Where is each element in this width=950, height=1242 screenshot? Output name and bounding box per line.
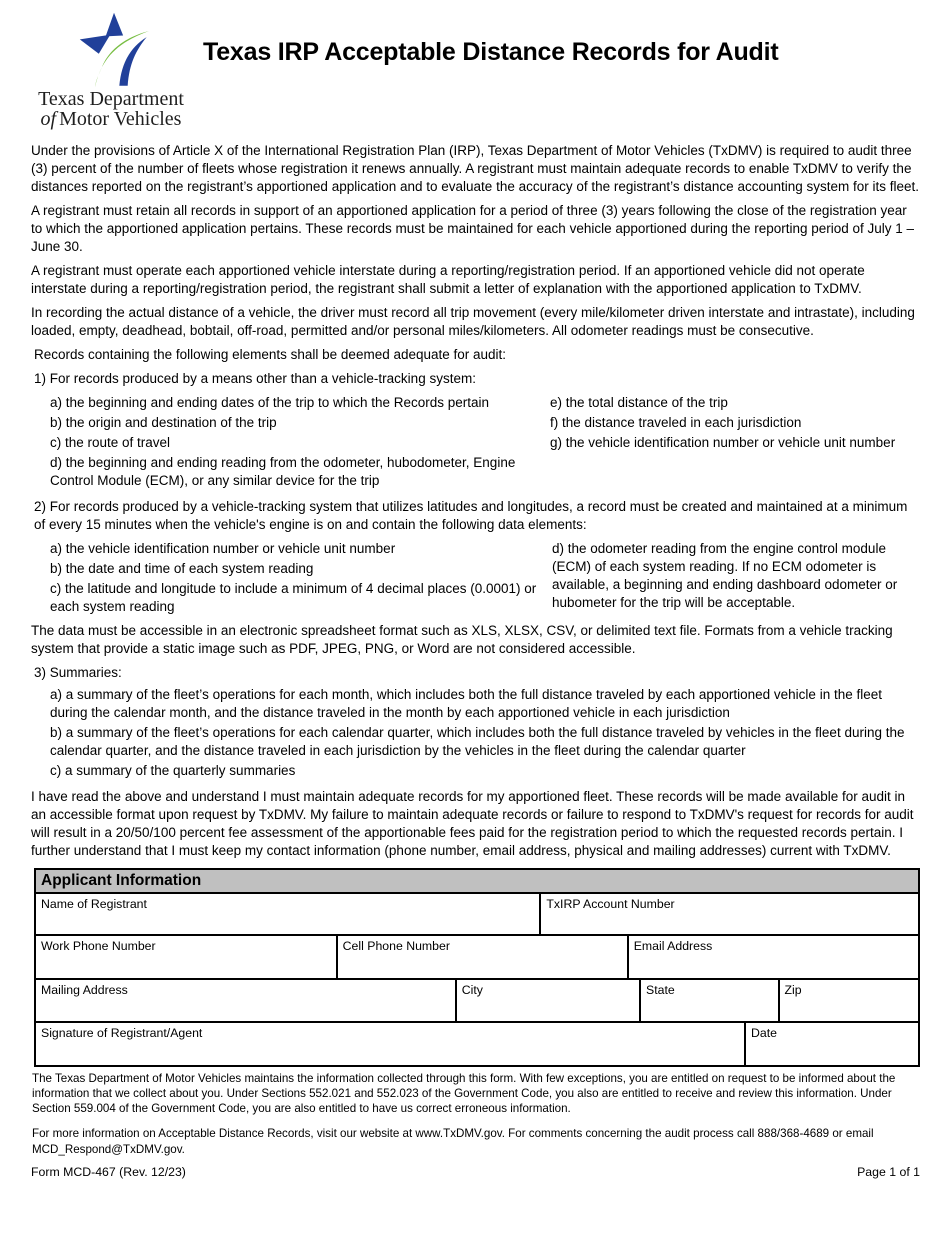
list-item: c) a summary of the quarterly summaries (50, 763, 296, 778)
field-label: Signature of Registrant/Agent (41, 1026, 203, 1040)
list-item: b) the origin and destination of the trip (50, 415, 277, 430)
section-2-left-column (31, 538, 552, 616)
list-item: a) the beginning and ending dates of the trip to which the Records pertain (50, 395, 490, 410)
applicant-information-table (34, 868, 920, 1067)
section-1-left-column (31, 392, 550, 490)
signature-of-registrant-agent-field[interactable] (36, 1023, 746, 1065)
logo-line-1: Texas Department (38, 88, 184, 110)
section-2-items (31, 538, 920, 616)
list-item: b) the date and time of each system reading (50, 561, 314, 576)
section-2-heading: 2) For records produced by a vehicle-tracking system that utilizes latitudes and longitudes, a record must be created and maintained at a minimum of every 15 minutes when the vehicle's engine is on and contain the following data elements: (34, 499, 908, 532)
intro-paragraph-1: Under the provisions of Article X of the International Registration Plan (IRP), Texas Department of Motor Vehicles (TxDMV) is required to audit three (3) percent of the number of fleets whose registration it renews annually. A registrant must maintain adequate records to enable TxDMV to verify the distances reported on the registrant’s apportioned application and to evaluate the accuracy of the registrant’s distance accounting system for its fleet. (31, 143, 920, 194)
list-item: g) the vehicle identification number or vehicle unit number (550, 435, 896, 450)
section-1-heading: 1) For records produced by a means other than a vehicle-tracking system: (34, 371, 476, 386)
section-3-heading: 3) Summaries: (34, 665, 122, 680)
txdmv-star-icon (76, 12, 152, 88)
list-item: d) the beginning and ending reading from the odometer, hubodometer, Engine Control Module (ECM), or any similar device for the trip (50, 455, 516, 488)
privacy-notice: The Texas Department of Motor Vehicles maintains the information collected through this form. With few exceptions, you are entitled on request to be informed about the information that we collect about you. Under Sections 552.021 and 552.023 of the Government Code, you also are entitled to receive and review this information. Under Section 559.004 of the Government Code, you are also entitled to have us correct erroneous information. (32, 1072, 896, 1115)
list-item: a) the vehicle identification number or vehicle unit number (50, 541, 396, 556)
contact-note: For more information on Acceptable Distance Records, visit our website at www.TxDMV.gov. For comments concerning the audit process call 888/368-4689 or email MCD_Respond@TxDMV.gov. (32, 1127, 874, 1156)
field-label: Date (751, 1026, 777, 1040)
list-item: e) the total distance of the trip (550, 395, 728, 410)
date-field[interactable] (746, 1023, 918, 1065)
list-item: a) a summary of the fleet’s operations for each month, which includes both the full distance traveled by each apportioned vehicle in the fleet during the calendar month, and the distance traveled in the month by each apportioned vehicle in each jurisdiction (50, 687, 882, 720)
acknowledgment-paragraph: I have read the above and understand I must maintain adequate records for my apportioned fleet. These records will be made available for audit in an accessible format upon request by TxDMV. My failure to maintain adequate records or failure to respond to TxDMV's request for records for audit will result in a 20/50/100 percent fee assessment of the apportionable fees paid for the registration period to which the requested records pertain. I further understand that I must keep my contact information (phone number, email address, physical and mailing addresses) current with TxDMV. (31, 789, 914, 858)
zip-field[interactable] (780, 980, 919, 1021)
list-item: c) the route of travel (50, 435, 171, 450)
page-header (31, 12, 920, 130)
table-row (36, 978, 918, 1021)
section-1-right-column (550, 392, 920, 490)
city-field[interactable] (457, 980, 641, 1021)
page-footer (31, 1165, 920, 1179)
work-phone-number-field[interactable] (36, 936, 338, 978)
form-page (0, 12, 950, 1179)
page-title: Texas IRP Acceptable Distance Records for Audit (203, 38, 779, 66)
logo-line-2: of Motor Vehicles (40, 108, 182, 130)
intro-paragraph-3: A registrant must operate each apportioned vehicle interstate during a reporting/registration period. If an apportioned vehicle did not operate interstate during a reporting/registration period, the registrant shall submit a letter of explanation with the apportioned application to TxDMV. (31, 263, 865, 296)
page-number: Page 1 of 1 (857, 1165, 920, 1179)
field-label: Mailing Address (41, 983, 128, 997)
txirp-account-number-field[interactable] (541, 894, 918, 934)
intro-paragraph-4: In recording the actual distance of a vehicle, the driver must record all trip movement (every mile/kilometer driven interstate and intrastate), including loaded, empty, deadhead, bobtail, off-road, permitted and/or personal miles/kilometers. All odometer readings must be consecutive. (31, 305, 915, 338)
form-number: Form MCD-467 (Rev. 12/23) (31, 1165, 186, 1179)
list-item: f) the distance traveled in each jurisdiction (550, 415, 802, 430)
section-3-items (31, 686, 920, 780)
field-label: City (461, 983, 483, 997)
list-item: c) the latitude and longitude to include a minimum of 4 decimal places (0.0001) or each system reading (50, 581, 537, 614)
field-label: Name of Registrant (41, 897, 147, 911)
state-field[interactable] (641, 980, 779, 1021)
mailing-address-field[interactable] (36, 980, 457, 1021)
field-label: Cell Phone Number (342, 939, 450, 953)
cell-phone-number-field[interactable] (338, 936, 629, 978)
txdmv-logo (31, 12, 191, 129)
applicant-information-header: Applicant Information (36, 870, 918, 894)
records-intro: Records containing the following elements shall be deemed adequate for audit: (34, 347, 507, 362)
field-label: Email Address (633, 939, 713, 953)
field-label: Work Phone Number (41, 939, 156, 953)
field-label: Zip (784, 983, 802, 997)
intro-paragraph-2: A registrant must retain all records in support of an apportioned application for a period of three (3) years following the close of the registration year to which the apportioned application pertains. These records must be maintained for each vehicle apportioned during the reporting period of July 1 – June 30. (31, 203, 915, 254)
field-label: TxIRP Account Number (546, 897, 675, 911)
list-item: b) a summary of the fleet’s operations for each calendar quarter, which includes both the full distance traveled by vehicles in the fleet during the calendar quarter, and the distance traveled in each jurisdiction by the vehicles in the fleet during the calendar quarter (50, 725, 905, 758)
table-row (36, 1021, 918, 1065)
section-2-right-column (552, 538, 920, 616)
email-address-field[interactable] (629, 936, 918, 978)
logo-wordmark (38, 89, 184, 129)
name-of-registrant-field[interactable] (36, 894, 541, 934)
table-row (36, 934, 918, 978)
table-row (36, 894, 918, 934)
section-1-items (31, 392, 920, 490)
list-item: d) the odometer reading from the engine control module (ECM) of each system reading. If no ECM odometer is available, a beginning and ending dashboard odometer or hubometer for the trip will be acceptable. (552, 541, 898, 610)
data-format-note: The data must be accessible in an electronic spreadsheet format such as XLS, XLSX, CSV, or delimited text file. Formats from a vehicle tracking system that provide a static image such as PDF, JPEG, PNG, or Word are not considered accessible. (31, 623, 893, 656)
field-label: State (646, 983, 675, 997)
